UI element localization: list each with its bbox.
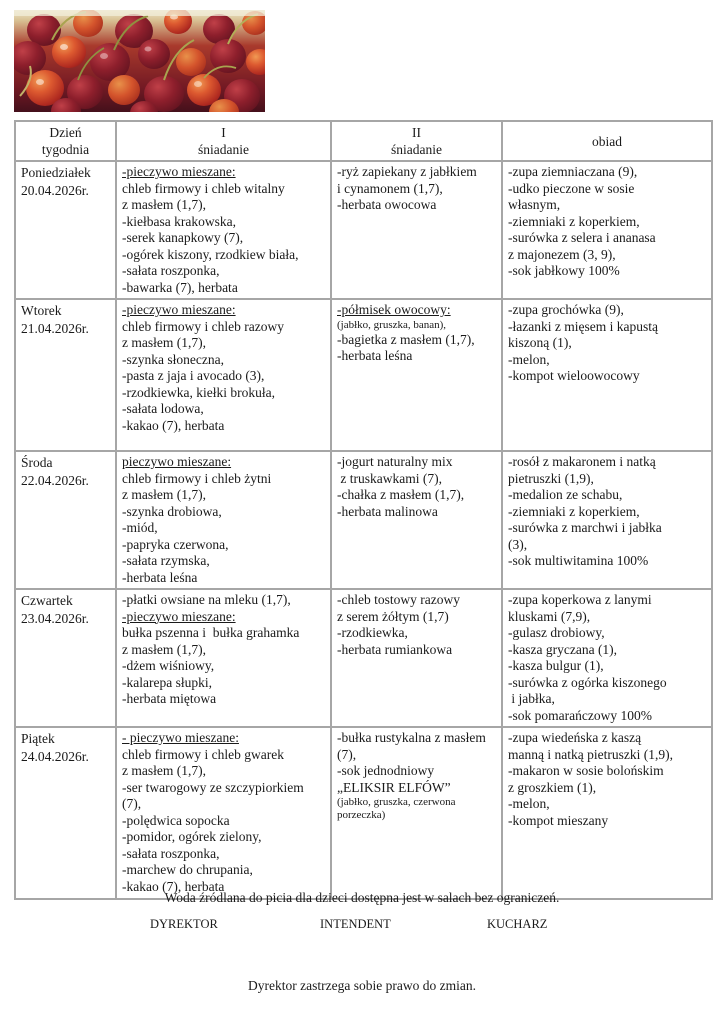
menu-item-line: -pasta z jaja i avocado (3), bbox=[122, 368, 265, 383]
menu-item-line: -papryka czerwona, bbox=[122, 536, 229, 552]
menu-item-line: z groszkiem (1), bbox=[508, 779, 597, 795]
day-name: Piątek bbox=[21, 731, 55, 746]
dinner-cell bbox=[502, 299, 712, 451]
day-date: 24.04.2026r. bbox=[21, 748, 89, 764]
menu-item-line: chleb firmowy i chleb razowy bbox=[122, 318, 284, 334]
dinner-cell bbox=[502, 589, 712, 727]
menu-item-line: -surówka z selera i ananasa bbox=[508, 230, 656, 245]
breakfast1-cell bbox=[116, 451, 331, 589]
menu-item-line: -kalarepa słupki, bbox=[122, 674, 212, 690]
menu-item-line: „ELIKSIR ELFÓW” bbox=[337, 779, 451, 795]
menu-item-line: -zupa grochówka (9), bbox=[508, 302, 624, 317]
menu-item-line: - pieczywo mieszane: bbox=[122, 730, 239, 745]
breakfast2-cell bbox=[331, 451, 502, 589]
menu-item-line: -kasza bulgur (1), bbox=[508, 658, 604, 673]
day-name: Wtorek bbox=[21, 303, 62, 318]
day-name: Środa bbox=[21, 455, 53, 470]
menu-item-line: -zupa koperkowa z lanymi bbox=[508, 592, 652, 607]
breakfast1-cell bbox=[116, 299, 331, 451]
disclaimer-text: Dyrektor zastrzega sobie prawo do zmian. bbox=[248, 978, 476, 993]
table-row bbox=[15, 589, 712, 727]
day-cell bbox=[15, 727, 116, 899]
menu-item-line: (jabłko, gruszka, banan), bbox=[337, 318, 447, 331]
menu-item-line: z masłem (1,7), bbox=[122, 763, 206, 778]
column-header-line: I bbox=[221, 125, 226, 140]
table-row bbox=[15, 451, 712, 589]
menu-item-line: -sałata lodowa, bbox=[122, 401, 204, 416]
menu-item-line: (7), bbox=[122, 796, 142, 811]
menu-item-line: -bawarka (7), herbata bbox=[122, 279, 238, 295]
day-cell bbox=[15, 451, 116, 589]
menu-item-line: własnym, bbox=[508, 197, 561, 212]
menu-item-line: (jabłko, gruszka, czerwona bbox=[337, 796, 456, 808]
menu-item-line: -pieczywo mieszane: bbox=[122, 164, 236, 179]
menu-item-line: -chleb tostowy razowy bbox=[337, 592, 460, 607]
menu-item-line: -gulasz drobiowy, bbox=[508, 625, 605, 640]
breakfast2-cell bbox=[331, 589, 502, 727]
menu-item-line: -zupa ziemniaczana (9), bbox=[508, 164, 638, 179]
column-header-0 bbox=[15, 121, 116, 161]
menu-item-line: -ziemniaki z koperkiem, bbox=[508, 213, 640, 229]
column-header-line: Dzień bbox=[49, 125, 82, 140]
menu-item-line: -bułka rustykalna z masłem bbox=[337, 730, 486, 745]
column-header-line: śniadanie bbox=[391, 142, 442, 157]
menu-item-line: -makaron w sosie bolońskim bbox=[508, 763, 664, 778]
menu-item-line: -sałata rzymska, bbox=[122, 553, 210, 568]
menu-item-line: kiszoną (1), bbox=[508, 335, 572, 350]
dinner-cell bbox=[502, 727, 712, 899]
column-header-3 bbox=[502, 121, 712, 161]
menu-item-line: -ryż zapiekany z jabłkiem bbox=[337, 164, 477, 179]
menu-item-line: -ser twarogowy ze szczypiorkiem bbox=[122, 779, 304, 795]
menu-item-line: -herbata leśna bbox=[337, 348, 413, 363]
breakfast2-cell bbox=[331, 299, 502, 451]
breakfast2-cell bbox=[331, 727, 502, 899]
menu-item-line: -herbata malinowa bbox=[337, 503, 438, 519]
menu-item-line: -ziemniaki z koperkiem, bbox=[508, 503, 640, 519]
menu-item-line: -bagietka z masłem (1,7), bbox=[337, 331, 475, 347]
column-header-1 bbox=[116, 121, 331, 161]
menu-item-line: -serek kanapkowy (7), bbox=[122, 230, 244, 245]
menu-item-line: -udko pieczone w sosie bbox=[508, 180, 635, 196]
menu-item-line: -półmisek owocowy: bbox=[337, 302, 451, 317]
table-row bbox=[15, 727, 712, 899]
menu-item-line: -polędwica sopocka bbox=[122, 812, 230, 828]
menu-item-line: -jogurt naturalny mix bbox=[337, 454, 453, 469]
menu-item-line: z masłem (1,7), bbox=[122, 487, 206, 502]
day-date: 20.04.2026r. bbox=[21, 182, 89, 198]
signature-line bbox=[0, 917, 724, 935]
menu-item-line: chleb firmowy i chleb witalny bbox=[122, 180, 285, 196]
menu-item-line: -surówka z ogórka kiszonego bbox=[508, 674, 667, 690]
breakfast2-cell bbox=[331, 161, 502, 299]
menu-item-line: pieczywo mieszane: bbox=[122, 454, 232, 469]
day-name: Czwartek bbox=[21, 593, 73, 608]
menu-item-line: -sok jabłkowy 100% bbox=[508, 263, 620, 278]
column-header-line: obiad bbox=[592, 133, 622, 149]
menu-item-line: -szynka słoneczna, bbox=[122, 351, 224, 367]
breakfast1-cell bbox=[116, 161, 331, 299]
menu-item-line: -sałata roszponka, bbox=[122, 263, 220, 278]
menu-item-line: -łazanki z mięsem i kapustą bbox=[508, 318, 658, 334]
menu-item-line: -rosół z makaronem i natką bbox=[508, 454, 656, 469]
menu-item-line: -rzodkiewka, bbox=[337, 625, 408, 640]
menu-item-line: z masłem (1,7), bbox=[122, 335, 206, 350]
menu-item-line: z majonezem (3, 9), bbox=[508, 246, 616, 262]
signature-dyrektor: DYREKTOR bbox=[150, 917, 218, 931]
menu-item-line: -sok pomarańczowy 100% bbox=[508, 707, 652, 723]
menu-item-line: -pomidor, ogórek zielony, bbox=[122, 829, 262, 844]
dinner-cell bbox=[502, 161, 712, 299]
breakfast1-cell bbox=[116, 589, 331, 727]
menu-item-line: -surówka z marchwi i jabłka bbox=[508, 520, 662, 535]
menu-item-line: -sok multiwitamina 100% bbox=[508, 553, 649, 568]
menu-item-line: z masłem (1,7), bbox=[122, 641, 206, 657]
menu-item-line: -szynka drobiowa, bbox=[122, 503, 222, 519]
menu-item-line: -miód, bbox=[122, 520, 158, 535]
menu-item-line: -kompot mieszany bbox=[508, 812, 609, 828]
menu-item-line: manną i natką pietruszki (1,9), bbox=[508, 746, 673, 762]
day-cell bbox=[15, 161, 116, 299]
menu-item-line: (3), bbox=[508, 536, 528, 552]
cherries-photo bbox=[14, 10, 265, 112]
column-header-line: śniadanie bbox=[198, 142, 249, 157]
menu-item-line: i cynamonem (1,7), bbox=[337, 180, 443, 196]
cherries-photo-graphic bbox=[14, 10, 265, 112]
day-date: 21.04.2026r. bbox=[21, 320, 89, 336]
menu-item-line: chleb firmowy i chleb żytni bbox=[122, 470, 272, 486]
menu-item-line: -ogórek kiszony, rzodkiew biała, bbox=[122, 246, 299, 262]
column-header-2 bbox=[331, 121, 502, 161]
signature-intendent: INTENDENT bbox=[320, 917, 391, 931]
menu-item-line: i jabłka, bbox=[508, 691, 555, 706]
menu-item-line: -chałka z masłem (1,7), bbox=[337, 487, 465, 502]
menu-item-line: -rzodkiewka, kiełki brokuła, bbox=[122, 384, 275, 400]
menu-item-line: bułka pszenna i bułka grahamka bbox=[122, 625, 300, 640]
menu-item-line: -herbata leśna bbox=[122, 569, 198, 585]
breakfast1-cell bbox=[116, 727, 331, 899]
menu-item-line: -sok jednodniowy bbox=[337, 763, 435, 778]
column-header-line: II bbox=[412, 125, 421, 140]
day-date: 22.04.2026r. bbox=[21, 472, 89, 488]
water-note: Woda źródlana do picia dla dzieci dostępna jest w salach bez ograniczeń. bbox=[164, 890, 560, 905]
day-cell bbox=[15, 299, 116, 451]
day-cell bbox=[15, 589, 116, 727]
day-name: Poniedziałek bbox=[21, 165, 91, 180]
menu-item-line: -kakao (7), herbata bbox=[122, 417, 225, 433]
menu-item-line: -sałata roszponka, bbox=[122, 845, 220, 861]
menu-item-line: -kakao (7), herbata bbox=[122, 878, 225, 894]
dinner-cell bbox=[502, 451, 712, 589]
menu-item-line: -zupa wiedeńska z kaszą bbox=[508, 730, 642, 745]
menu-item-line: -kompot wieloowocowy bbox=[508, 368, 640, 383]
menu-item-line: -kasza gryczana (1), bbox=[508, 641, 618, 657]
menu-item-line: pietruszki (1,9), bbox=[508, 470, 594, 486]
signature-kucharz: KUCHARZ bbox=[487, 917, 548, 931]
day-date: 23.04.2026r. bbox=[21, 610, 89, 626]
menu-item-line: -kiełbasa krakowska, bbox=[122, 213, 236, 229]
menu-item-line: chleb firmowy i chleb gwarek bbox=[122, 746, 284, 762]
menu-item-line: z truskawkami (7), bbox=[337, 470, 442, 486]
menu-item-line: (7), bbox=[337, 746, 357, 762]
table-header-row bbox=[15, 121, 712, 161]
menu-item-line: -medalion ze schabu, bbox=[508, 487, 623, 502]
menu-item-line: -melon, bbox=[508, 796, 550, 811]
menu-item-line: -pieczywo mieszane: bbox=[122, 608, 236, 624]
menu-item-line: -herbata miętowa bbox=[122, 691, 217, 706]
weekly-menu-table bbox=[14, 120, 713, 900]
menu-item-line: -herbata owocowa bbox=[337, 197, 437, 212]
menu-item-line: z serem żółtym (1,7) bbox=[337, 608, 449, 624]
menu-item-line: kluskami (7,9), bbox=[508, 608, 591, 624]
menu-item-line: -pieczywo mieszane: bbox=[122, 302, 236, 317]
menu-item-line: porzeczka) bbox=[337, 809, 386, 821]
menu-item-line: -melon, bbox=[508, 351, 550, 367]
column-header-line: tygodnia bbox=[41, 142, 90, 157]
menu-table-body bbox=[15, 161, 712, 899]
menu-item-line: -marchew do chrupania, bbox=[122, 862, 253, 877]
menu-item-line: -płatki owsiane na mleku (1,7), bbox=[122, 592, 291, 607]
menu-item-line: -herbata rumiankowa bbox=[337, 641, 453, 657]
menu-item-line: -dżem wiśniowy, bbox=[122, 658, 215, 673]
menu-item-line: z masłem (1,7), bbox=[122, 197, 206, 212]
table-row bbox=[15, 299, 712, 451]
table-row bbox=[15, 161, 712, 299]
